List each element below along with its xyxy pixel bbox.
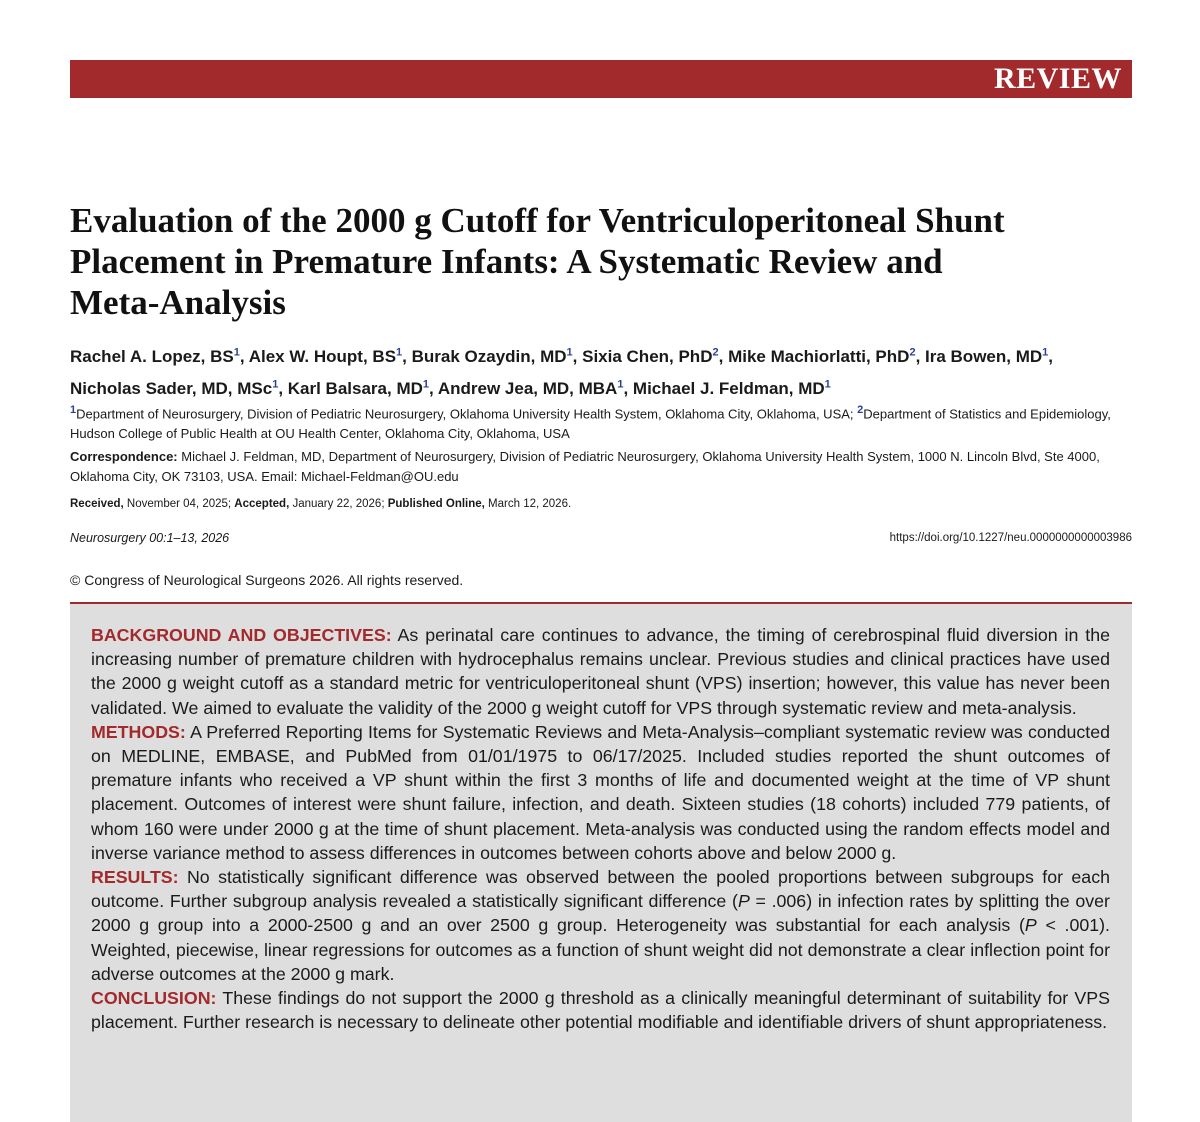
affiliation-marker[interactable]: 1 — [272, 378, 279, 391]
author-name: Karl Balsara, MD — [287, 379, 423, 399]
abstract-methods-section — [91, 720, 1110, 865]
affiliation-marker[interactable]: 1 — [233, 346, 240, 358]
abstract-results-section — [91, 865, 1110, 986]
section-text: = .006) in infection rates by splitting the over 2000 g group into a 2000-2500 g and an over 2500 g group. Heterogeneity was substantial for each analysis ( — [91, 891, 1110, 936]
copyright-notice: © Congress of Neurological Surgeons 2026. All rights reserved. — [70, 572, 464, 588]
received-date: November 04, 2025; — [123, 498, 235, 510]
author — [582, 347, 728, 366]
correspondence — [70, 447, 1140, 487]
author — [925, 347, 1053, 366]
affiliation-text: Department of Neurosurgery, Division of Pediatric Neurosurgery, Oklahoma University Health System, Oklahoma City, Oklahoma, USA; — [76, 406, 858, 422]
section-heading: METHODS: — [91, 721, 186, 742]
author-separator: , — [718, 346, 729, 366]
section-text: A Preferred Reporting Items for Systematic Reviews and Meta-Analysis–compliant systematic review was conducted on MEDLINE, EMBASE, and PubMed from 01/01/1975 to 06/17/2025. Included studies reported the shunt outcomes of premature infants who received a VP shunt within the first 3 months of life and documented weight at the time of VP shunt placement. Outcomes of interest were shunt failure, infection, and death. Sixteen studies (18 cohorts) included 779 patients, of whom 160 were under 2000 g at the time of shunt placement. Meta-analysis was conducted using the random effects model and inverse variance method to assess differences in outcomes between cohorts above and below 2000 g. — [91, 721, 1110, 863]
author-line — [70, 371, 1140, 404]
author-name: Burak Ozaydin, MD — [411, 346, 567, 366]
affiliation-marker[interactable]: 2 — [712, 346, 719, 358]
author — [70, 347, 249, 366]
p-value-symbol: P — [737, 891, 750, 912]
article-type-label: REVIEW — [993, 62, 1122, 95]
affiliation-number: 1 — [70, 404, 77, 416]
section-text: < .001). Weighted, piecewise, linear regressions for outcomes as a function of shunt weight did not demonstrate a clear inflection point for adverse outcomes at the 2000 g mark. — [91, 915, 1110, 984]
published-label: Published Online, — [387, 498, 485, 510]
affiliation-marker[interactable]: 1 — [824, 378, 831, 391]
author-list — [70, 338, 1140, 403]
author-separator: , — [402, 346, 412, 366]
section-heading: BACKGROUND AND OBJECTIVES: — [91, 625, 392, 645]
author-name: Ira Bowen, MD — [925, 346, 1043, 366]
author — [438, 379, 633, 398]
title-line: Evaluation of the 2000 g Cutoff for Ventriculoperitoneal Shunt — [70, 201, 1005, 240]
affiliation-number: 2 — [857, 404, 864, 416]
article-dates — [70, 496, 1140, 512]
section-heading: RESULTS: — [91, 867, 179, 888]
affiliation-marker[interactable]: 1 — [566, 346, 573, 358]
affiliation-marker[interactable]: 1 — [422, 378, 430, 391]
affiliation-marker[interactable]: 1 — [1042, 346, 1049, 358]
journal-citation: Neurosurgery 00:1–13, 2026 — [70, 531, 230, 545]
affiliation-text: Department of Statistics and Epidemiology, Hudson College of Public Health at OU Health Center, Oklahoma City, Oklahoma, USA — [70, 406, 1111, 442]
correspondence-text: Michael J. Feldman, MD, Department of Neurosurgery, Division of Pediatric Neurosurgery, Oklahoma University Health System, 1000 N. Lincoln Blvd, Ste 4000, Oklahoma City, OK 73103, USA. Email: Michael-Feldman@OU.edu — [70, 449, 1100, 484]
author-name: Andrew Jea, MD, MBA — [437, 379, 618, 399]
author-separator: , — [278, 379, 288, 399]
accepted-label: Accepted, — [234, 498, 290, 510]
author — [728, 347, 925, 366]
doi-link[interactable]: https://doi.org/10.1227/neu.0000000000003986 — [889, 532, 1132, 544]
affiliations — [70, 400, 1140, 444]
author — [70, 379, 288, 398]
author-separator: , — [572, 346, 583, 366]
affiliation-marker[interactable]: 2 — [909, 346, 916, 358]
author-name: Alex W. Houpt, BS — [248, 346, 397, 366]
author-name: Michael J. Feldman, MD — [632, 379, 825, 399]
author-name: Sixia Chen, PhD — [582, 346, 713, 366]
section-heading: CONCLUSION: — [91, 988, 217, 1009]
author-separator: , — [1048, 346, 1053, 366]
affiliation-marker[interactable]: 1 — [617, 378, 624, 391]
author-line — [70, 338, 1140, 371]
author-separator: , — [239, 346, 249, 366]
author-name: Nicholas Sader, MD, MSc — [70, 379, 273, 399]
section-text: These findings do not support the 2000 g threshold as a clinically meaningful determinant of suitability for VPS placement. Further research is necessary to delineate other potential modifiable and identifiable drivers of shunt appropriateness. — [91, 988, 1110, 1033]
published-date: March 12, 2026. — [484, 498, 572, 510]
affiliation-marker[interactable]: 1 — [396, 346, 403, 358]
section-text: No statistically significant difference was observed between the pooled proportions between subgroups for each outcome. Further subgroup analysis revealed a statistically significant difference ( — [91, 867, 1110, 912]
author — [633, 379, 831, 398]
abstract-conclusion-section — [91, 986, 1110, 1034]
section-text: As perinatal care continues to advance, the timing of cerebrospinal fluid diversion in the increasing number of premature children with hydrocephalus remains unclear. Previous studies and clinical practices have used the 2000 g weight cutoff as a standard metric for ventriculoperitoneal shunt (VPS) insertion; however, this value has never been validated. We aimed to evaluate the validity of the 2000 g weight cutoff for VPS through systematic review and meta-analysis. — [91, 625, 1110, 718]
author — [412, 347, 583, 366]
article-type-banner — [70, 60, 1132, 98]
title-line: Meta-Analysis — [70, 283, 286, 322]
author-separator: , — [623, 379, 633, 399]
abstract-box — [70, 602, 1132, 1122]
accepted-date: January 22, 2026; — [289, 498, 388, 510]
abstract-background-section — [91, 623, 1110, 720]
author — [288, 379, 438, 398]
article-title — [70, 200, 1140, 323]
author — [249, 347, 412, 366]
p-value-symbol: P — [1024, 915, 1037, 936]
title-line: Placement in Premature Infants: A Systematic Review and — [70, 242, 943, 281]
author-name: Mike Machiorlatti, PhD — [728, 346, 910, 366]
received-label: Received, — [70, 498, 124, 510]
correspondence-label: Correspondence: — [70, 449, 178, 464]
author-name: Rachel A. Lopez, BS — [70, 346, 234, 366]
author-separator: , — [429, 379, 438, 399]
author-separator: , — [915, 346, 926, 366]
